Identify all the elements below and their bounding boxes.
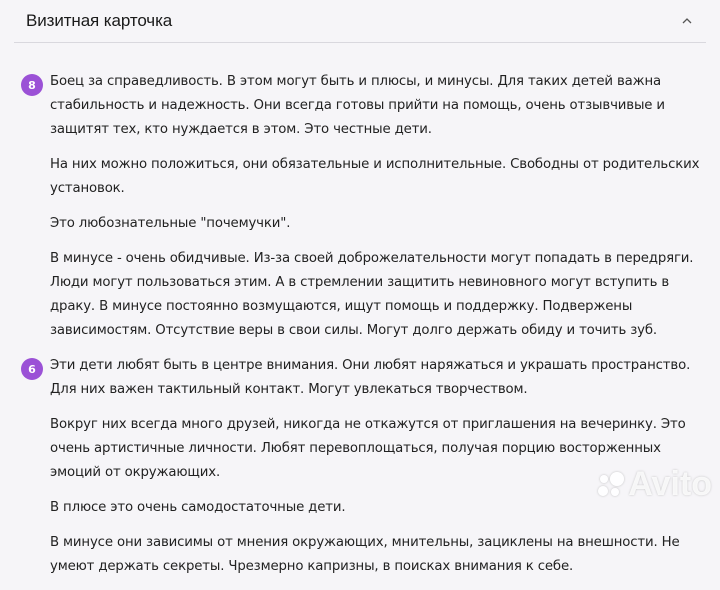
chevron-up-icon[interactable] xyxy=(682,16,692,26)
accordion-content xyxy=(0,70,720,590)
number-section-6 xyxy=(0,354,720,579)
paragraph: В минусе они зависимы от мнения окружающих, мнительны, зациклены на внешности. Не умеют держать секреты. Чрезмерно капризны, в поисках внимания к себе. xyxy=(50,535,680,574)
paragraph: Эти дети любят быть в центре внимания. Они любят наряжаться и украшать пространство. Для них важен тактильный контакт. Могут увлекаться творчеством. xyxy=(50,358,691,397)
paragraph: Вокруг них всегда много друзей, никогда не откажутся от приглашения на вечеринку. Это очень артистичные личности. Любят перевоплощаться, получая порцию восторженных эмоций от окружающих. xyxy=(50,417,686,480)
number-section-8 xyxy=(0,70,720,343)
paragraph: В минусе - очень обидчивые. Из-за своей доброжелательности могут попадать в передряги. Люди могут пользоваться этим. А в стремлении защитить невиновного могут вступить в драку. В минусе постоянно возмущаются, ищут помощь и поддержку. Подвержены зависимостям. Отсутствие веры в свои силы. Могут долго держать обиду и точить зуб. xyxy=(50,251,694,338)
paragraph: В плюсе это очень самодостаточные дети. xyxy=(50,500,346,515)
accordion-header[interactable] xyxy=(14,0,706,43)
watermark-text: Avito xyxy=(628,465,712,503)
number-badge: 8 xyxy=(21,74,43,96)
paragraph: Боец за справедливость. В этом могут быть и плюсы, и минусы. Для таких детей важна стабильность и надежность. Они всегда готовы прийти на помощь, очень отзывчивые и защитят тех, кто нуждается в этом. Это честные дети. xyxy=(50,74,665,137)
paragraph: На них можно положиться, они обязательные и исполнительные. Свободны от родительских установок. xyxy=(50,157,700,196)
paragraph: Это любознательные "почемучки". xyxy=(50,216,291,231)
number-badge: 6 xyxy=(21,358,43,380)
section-title: Визитная карточка xyxy=(26,11,173,30)
